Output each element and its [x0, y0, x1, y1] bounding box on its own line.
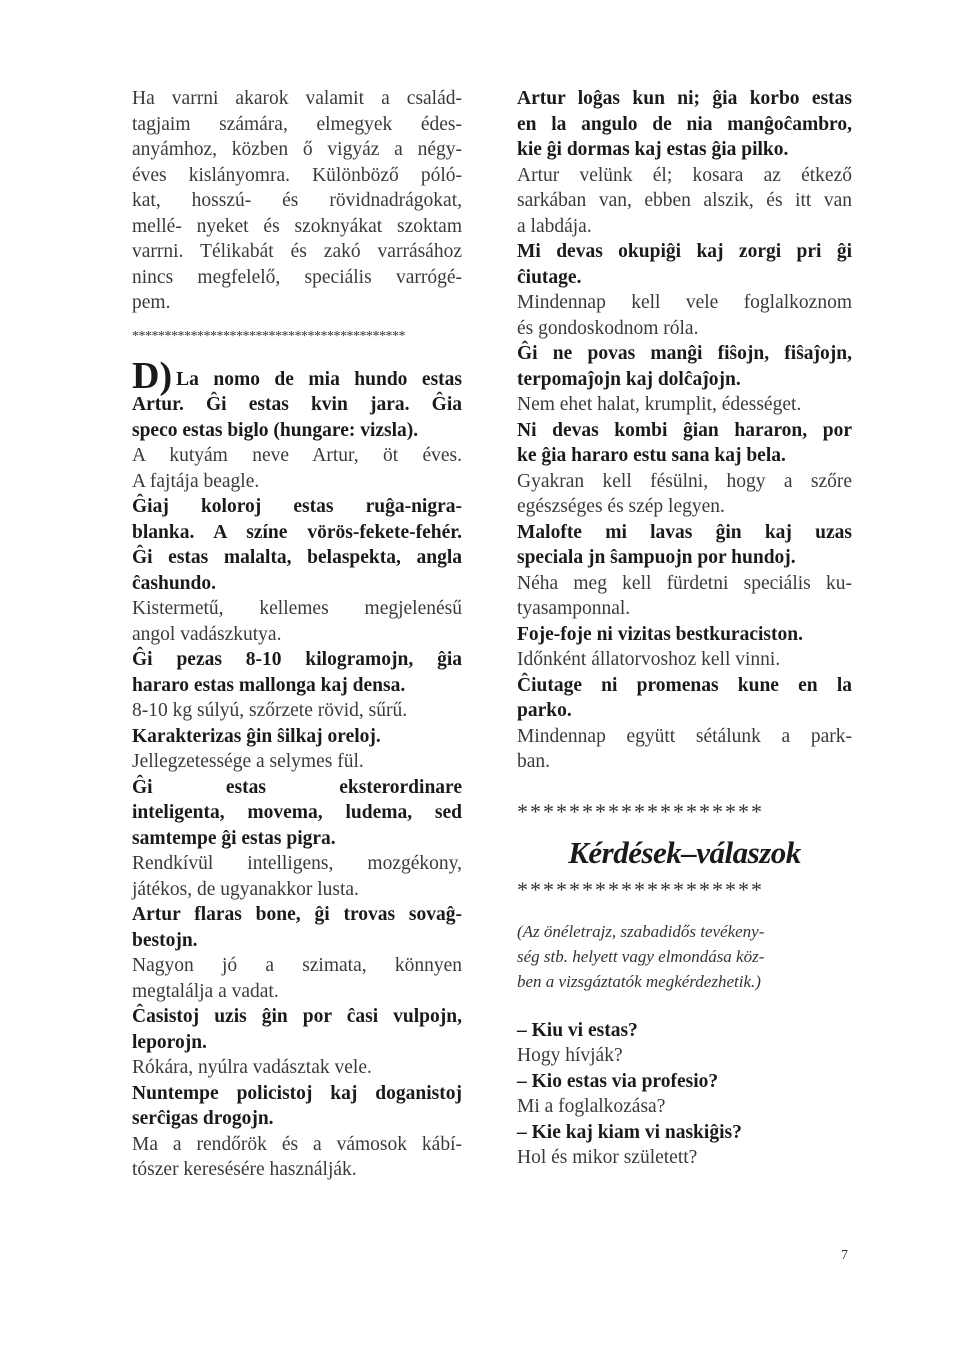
text-line: a labdája. — [517, 215, 592, 237]
text-line: Nem ehet halat, krumplit, édességet. — [517, 394, 802, 415]
section-line: Nuntempe policistoj kaj doganistoj — [132, 1082, 462, 1104]
text-line: en la angulo de nia manĝoĉambro, — [517, 113, 852, 135]
question: – Kiu vi estas? — [517, 1019, 638, 1041]
text-line: Artur loĝas kun ni; ĝia korbo estas — [517, 88, 852, 109]
intro-paragraph — [132, 86, 462, 316]
intro-line: Ha varrni akarok valamit a család- — [132, 88, 462, 109]
stars-top: ******************* — [517, 798, 764, 824]
question: – Kie kaj kiam vi naskiĝis? — [517, 1121, 742, 1143]
intro-line: éves kislányomra. Különböző póló- — [132, 164, 462, 186]
answer: Hol és mikor született? — [517, 1147, 698, 1168]
page-number: 7 — [841, 1248, 848, 1263]
section-line: Kistermetű, kellemes megjelenésű — [132, 598, 462, 619]
text-line: egészséges és szép legyen. — [517, 496, 725, 517]
text-line: Ĝi ne povas manĝi fiŝojn, fiŝaĵojn, — [517, 343, 852, 364]
section-line: Ĝi estas eksterordinare — [132, 776, 462, 798]
note-line: ben a vizsgáztatók megkérdezhetik.) — [517, 971, 761, 991]
section-line: samtempe ĝi estas pigra. — [132, 827, 336, 849]
text-line: Gyakran kell fésülni, hogy a szőre — [517, 470, 852, 492]
section-line: Artur. Ĝi estas kvin jara. Ĝia — [132, 394, 462, 415]
section-line: bestojn. — [132, 929, 198, 951]
section-heading: Kérdések–válaszok — [568, 834, 801, 870]
text-line: Ni devas kombi ĝian hararon, por — [517, 419, 852, 441]
section-line: angol vadászkutya. — [132, 623, 282, 645]
section-line: ĉashundo. — [132, 572, 216, 594]
section-line: játékos, de ugyanakkor lusta. — [132, 878, 359, 900]
section-line: 8-10 kg súlyú, szőrzete rövid, sűrű. — [132, 700, 408, 721]
text-line: terpomaĵojn kaj dolĉaĵojn. — [517, 368, 741, 390]
section-line: Karakterizas ĝin ŝilkaj oreloj. — [132, 725, 381, 747]
section-line: Ĉasistoj uzis ĝin por ĉasi vulpojn, — [132, 1006, 462, 1027]
section-line: Artur flaras bone, ĝi trovas sovaĝ- — [132, 904, 462, 925]
section-letter: D) — [132, 354, 173, 397]
instruction-note — [517, 919, 852, 994]
answer: Mi a foglalkozása? — [517, 1096, 666, 1117]
section-d — [132, 354, 462, 1183]
text-line: Mi devas okupiĝi kaj zorgi pri ĝi — [517, 241, 852, 262]
section-line: Ĝi pezas 8-10 kilogramojn, ĝia — [132, 649, 462, 670]
section-line: Rókára, nyúlra vadásztak vele. — [132, 1057, 372, 1078]
text-line: Malofte mi lavas ĝin kaj uzas — [517, 521, 852, 543]
right-column — [517, 86, 852, 1171]
text-line: Artur velünk él; kosara az étkező — [517, 164, 852, 186]
text-line: és gondoskodnom róla. — [517, 317, 699, 339]
text-line: Foje-foje ni vizitas bestkuraciston. — [517, 623, 803, 645]
intro-line: anyámhoz, közben ő vigyáz a négy- — [132, 139, 462, 160]
answer: Hogy hívják? — [517, 1045, 623, 1066]
question: – Kio estas via profesio? — [517, 1070, 719, 1092]
section-line: leporojn. — [132, 1031, 207, 1053]
section-line: Jellegzetessége a selymes fül. — [132, 751, 364, 772]
section-line: inteligenta, movema, ludema, sed — [132, 802, 462, 823]
section-line: blanka. A színe vörös-fekete-fehér. — [132, 521, 462, 543]
section-line: serĉigas drogojn. — [132, 1108, 274, 1129]
section-line: Ĝi estas malalta, belaspekta, angla — [132, 547, 462, 568]
section-line: A fajtája beagle. — [132, 470, 260, 492]
section-line: Ma a rendőrök és a vámosok kábí- — [132, 1133, 462, 1155]
text-line: Mindennap kell vele foglalkoznom — [517, 292, 852, 313]
intro-line: mellé- nyeket és szoknyákat szoktam — [132, 215, 462, 237]
section-line: Rendkívül intelligens, mozgékony, — [132, 853, 462, 874]
section-line: hararo estas mallonga kaj densa. — [132, 674, 406, 696]
intro-line: nincs megfelelő, speciális varrógé- — [132, 266, 462, 288]
section-line: speco estas biglo (hungare: vizsla). — [132, 419, 419, 441]
qa-list — [517, 1018, 852, 1171]
intro-line: pem. — [132, 292, 171, 313]
intro-line: varrni. Télikabát és zakó varrásához — [132, 241, 462, 262]
separator-stars: ****************************************** — [132, 328, 405, 344]
text-line: sarkában van, ebben alszik, és itt van — [517, 190, 852, 211]
text-line: Időnként állatorvoshoz kell vinni. — [517, 649, 781, 670]
right-text — [517, 86, 852, 775]
text-line: parko. — [517, 700, 572, 721]
text-line: ban. — [517, 751, 551, 772]
section-line: Ĝiaj koloroj estas ruĝa-nigra- — [132, 496, 462, 517]
intro-line: kat, hosszú- és rövidnadrágokat, — [132, 190, 462, 211]
section-line-text: La nomo de mia hundo estas — [176, 368, 462, 390]
text-line: ĉiutage. — [517, 266, 582, 288]
text-line: ke ĝia hararo estu sana kaj bela. — [517, 445, 786, 466]
text-line: Mindennap együtt sétálunk a park- — [517, 725, 852, 747]
section-line: Nagyon jó a szimata, könnyen — [132, 955, 462, 976]
stars-bottom: ******************* — [517, 876, 764, 902]
text-line: speciala jn ŝampuojn por hundoj. — [517, 547, 796, 568]
text-line: Ĉiutage ni promenas kune en la — [517, 674, 852, 696]
section-line: tószer keresésére használják. — [132, 1159, 357, 1180]
section-line: A kutyám neve Artur, öt éves. — [132, 445, 462, 466]
note-line: ség stb. helyett vagy elmondása köz- — [517, 946, 765, 966]
text-line: kie ĝi dormas kaj estas ĝia pilko. — [517, 139, 789, 160]
text-line: tyasamponnal. — [517, 598, 631, 619]
text-line: Néha meg kell fürdetni speciális ku- — [517, 572, 852, 594]
section-line: megtalálja a vadat. — [132, 980, 279, 1002]
section-line — [132, 354, 462, 397]
intro-line: tagjaim számára, elmegyek édes- — [132, 113, 462, 135]
note-line: (Az önéletrajz, szabadidős tevékeny- — [517, 921, 765, 941]
left-column — [132, 86, 462, 1183]
